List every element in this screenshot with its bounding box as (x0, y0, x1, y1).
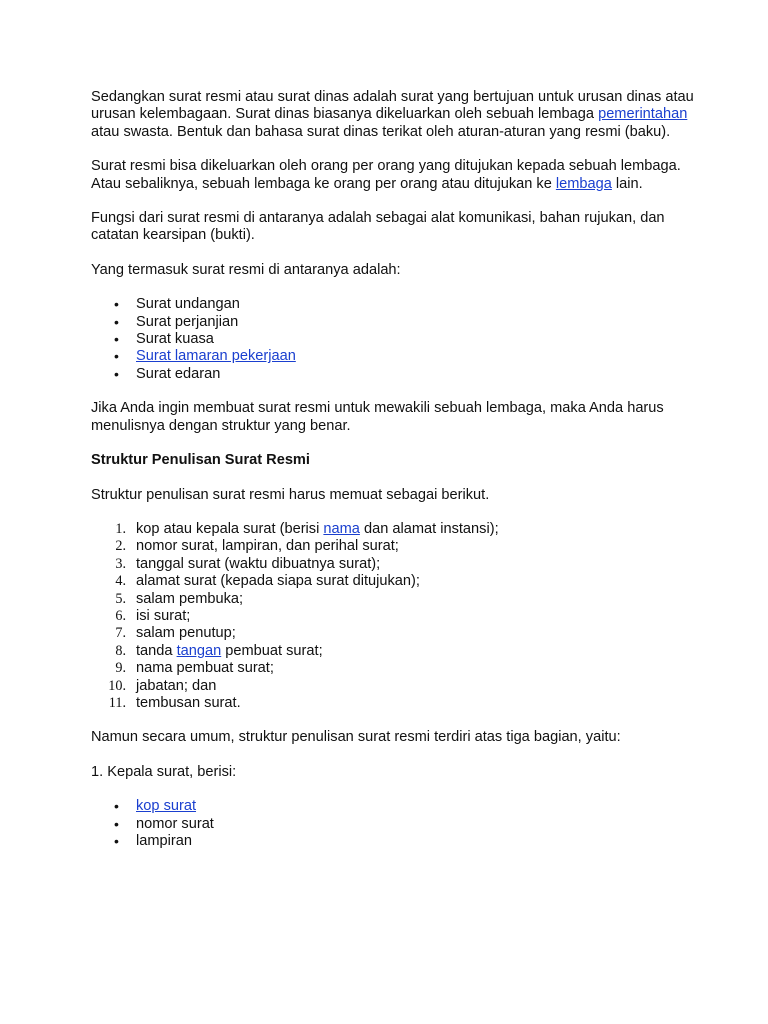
link-pemerintahan[interactable]: pemerintahan (598, 106, 688, 123)
list-item: • nomor surat (136, 816, 708, 833)
ordered-item (91, 625, 708, 642)
section-heading: Struktur Penulisan Surat Resmi (91, 452, 310, 469)
structure-list (91, 521, 708, 712)
item-text: tanda (136, 642, 177, 659)
item-number: 9. (115, 660, 126, 677)
item-text: salam pembuka; (136, 590, 244, 607)
item-text: nama pembuat surat; (136, 660, 274, 677)
ordered-item (91, 660, 708, 677)
link-nama[interactable]: nama (323, 520, 360, 537)
ordered-item (91, 591, 708, 608)
item-number: 6. (115, 607, 126, 624)
paragraph-issuer (91, 158, 708, 193)
item-text: isi surat; (136, 607, 191, 624)
paragraph-text: lain. (611, 175, 643, 192)
paragraph-text: Surat resmi bisa dikeluarkan oleh orang per orang yang ditujukan kepada sebuah lembaga. Atau sebaliknya, sebuah lembaga ke orang per orang atau ditujukan ke (91, 158, 681, 192)
link-lembaga[interactable]: lembaga (555, 175, 612, 192)
ordered-item (91, 678, 708, 695)
item-number: 2. (115, 538, 126, 555)
item-number: 4. (115, 573, 126, 590)
list-item: • Surat kuasa (136, 331, 708, 348)
link-surat-lamaran-pekerjaan[interactable]: Surat lamaran pekerjaan (136, 348, 296, 365)
list-item (136, 348, 708, 365)
paragraph-types-intro: Yang termasuk surat resmi di antaranya adalah: (91, 261, 401, 278)
list-item: • Surat undangan (136, 296, 708, 313)
ordered-item (91, 538, 708, 555)
ordered-item (91, 521, 708, 538)
paragraph-definition (91, 89, 708, 141)
paragraph-text: Sedangkan surat resmi atau surat dinas adalah surat yang bertujuan untuk urusan dinas atau urusan kelembagaan. Surat dinas biasanya dikeluarkan oleh sebuah lembaga (91, 89, 694, 123)
paragraph-part-one: 1. Kepala surat, berisi: (91, 763, 237, 780)
item-text: kop atau kepala surat (berisi (136, 520, 324, 537)
item-text: nomor surat, lampiran, dan perihal surat; (136, 538, 399, 555)
paragraph-text: atau swasta. Bentuk dan bahasa surat dinas terikat oleh aturan-aturan yang resmi (baku). (91, 123, 671, 140)
ordered-item (91, 695, 708, 712)
item-number: 3. (115, 555, 126, 572)
item-text: salam penutup; (136, 625, 236, 642)
header-contents-list (91, 798, 708, 850)
paragraph-structure-note: Jika Anda ingin membuat surat resmi untuk mewakili sebuah lembaga, maka Anda harus menulisnya dengan struktur yang benar. (91, 400, 664, 434)
item-text: tembusan surat. (136, 694, 241, 711)
list-item: • lampiran (136, 833, 708, 850)
link-kop-surat[interactable]: kop surat (136, 798, 197, 815)
list-item: • Surat edaran (136, 366, 708, 383)
item-number: 10. (108, 677, 126, 694)
item-number: 11. (108, 694, 126, 711)
types-list (91, 296, 708, 383)
list-item: • Surat perjanjian (136, 314, 708, 331)
ordered-item (91, 573, 708, 590)
paragraph-structure-intro: Struktur penulisan surat resmi harus memuat sebagai berikut. (91, 486, 490, 503)
item-number: 8. (115, 642, 126, 659)
item-text: jabatan; dan (136, 677, 217, 694)
item-text: tanggal surat (waktu dibuatnya surat); (136, 555, 381, 572)
item-text: alamat surat (kepada siapa surat ditujukan); (136, 573, 420, 590)
item-number: 7. (115, 625, 126, 642)
item-text: pembuat surat; (221, 642, 323, 659)
item-number: 1. (115, 520, 126, 537)
ordered-item (91, 643, 708, 660)
paragraph-three-parts: Namun secara umum, struktur penulisan surat resmi terdiri atas tiga bagian, yaitu: (91, 729, 621, 746)
ordered-item (91, 556, 708, 573)
list-item (136, 798, 708, 815)
paragraph-function: Fungsi dari surat resmi di antaranya adalah sebagai alat komunikasi, bahan rujukan, dan catatan kearsipan (bukti). (91, 210, 665, 244)
link-tangan[interactable]: tangan (176, 642, 222, 659)
item-number: 5. (115, 590, 126, 607)
item-text: dan alamat instansi); (359, 520, 499, 537)
ordered-item (91, 608, 708, 625)
